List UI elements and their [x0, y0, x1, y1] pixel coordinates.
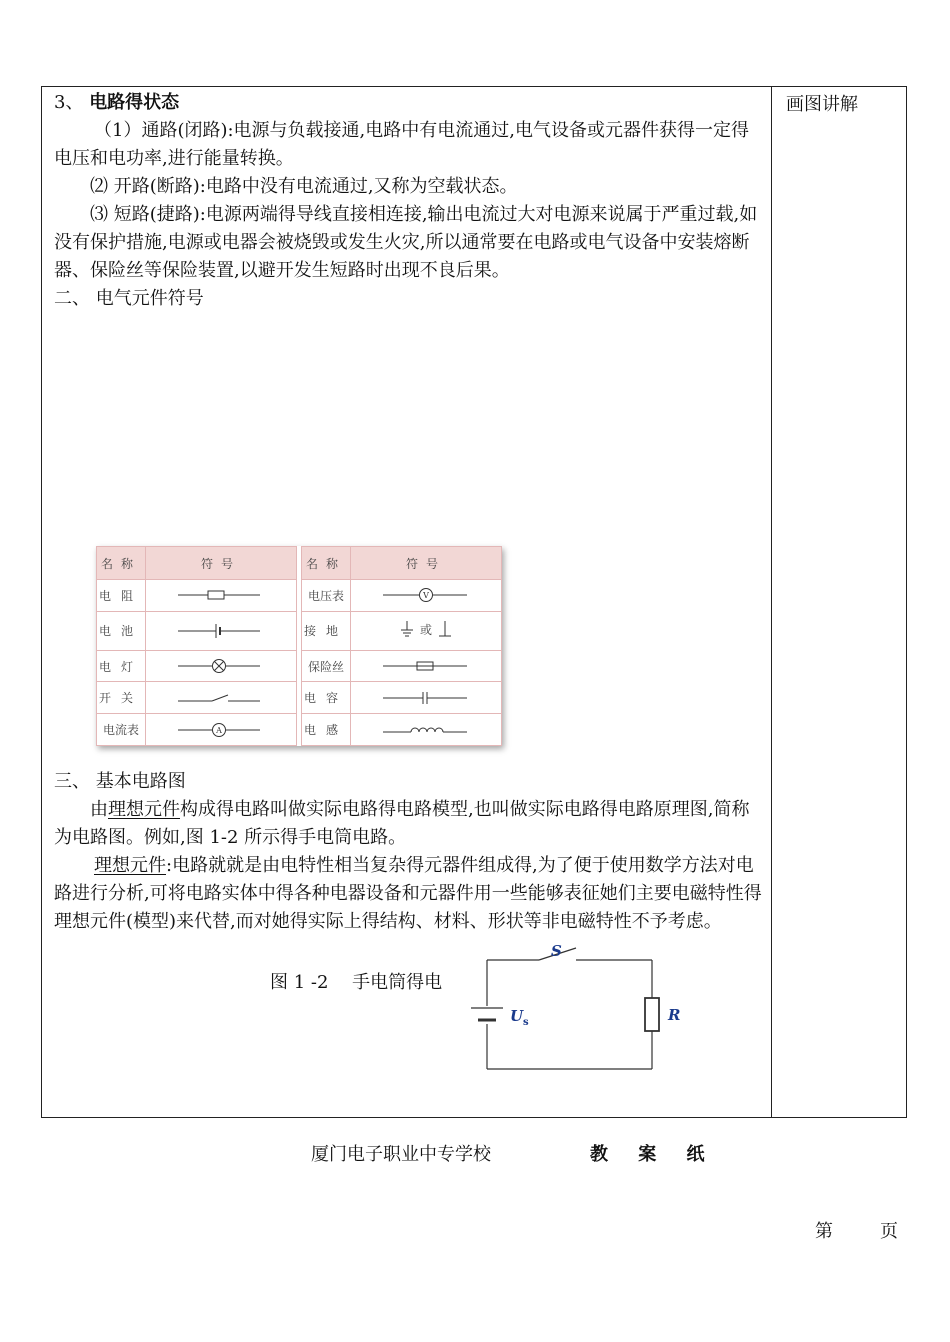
inductor-symbol-icon: [351, 714, 502, 746]
svg-text:V: V: [423, 591, 429, 601]
section3b-heading: 三、 基本电路图: [54, 771, 186, 792]
header-symbol-right: 符号: [351, 547, 502, 580]
table-row: [97, 650, 502, 682]
basic-circuit-section: [54, 768, 762, 936]
voltmeter-symbol-icon: [351, 580, 502, 612]
name-voltmeter: 电压表: [302, 580, 351, 612]
page-number-suffix: 页: [880, 1221, 898, 1242]
fuse-symbol-icon: [351, 650, 502, 682]
state-short-paragraph: ⑶ 短路(捷路):电源两端得导线直接相连接,输出电流过大对电源来说属于严重过载,如没有保护措施,电源或电器会被烧毁或发生火灾,所以通常要在电路或电气设备中安装熔断器、保险丝等保险装置,以避开发生短路时出现不良后果。: [54, 204, 758, 281]
table-row: [97, 714, 502, 746]
name-switch: 开关: [97, 682, 146, 714]
header-name-left: 名称: [97, 547, 146, 580]
resistor-label: R: [668, 1006, 681, 1024]
table-row: [97, 580, 502, 612]
source-label: U: [510, 1007, 524, 1025]
name-capacitor: 电容: [302, 682, 351, 714]
battery-symbol-icon: [146, 611, 297, 650]
section3-heading: [54, 89, 762, 117]
table-row: [97, 682, 502, 714]
lamp-symbol-icon: [146, 650, 297, 682]
name-resistor: 电阻: [97, 580, 146, 612]
page-number-prefix: 第: [815, 1221, 833, 1242]
switch-label: S: [551, 942, 562, 960]
section3-number: 3、: [54, 92, 84, 113]
table-row: [97, 611, 502, 650]
ground-symbol-icon: [351, 611, 502, 650]
header-symbol-left: 符号: [146, 547, 297, 580]
footer-school: 厦门电子职业中专学校: [311, 1144, 491, 1165]
ground-or-text: 或: [419, 622, 432, 637]
side-note: 画图讲解: [786, 94, 858, 115]
capacitor-symbol-icon: [351, 682, 502, 714]
symbol-table: [96, 546, 502, 746]
footer-title: 教 案 纸: [590, 1144, 717, 1165]
name-ground: 接地: [302, 611, 351, 650]
resistor-symbol-icon: [146, 580, 297, 612]
circuit-model-paragraph: 由理想元件构成得电路叫做实际电路得电路模型,也叫做实际电路得电路原理图,简称为电路图。例如,图 1-2 所示得手电筒电路。: [54, 799, 750, 848]
svg-text:A: A: [216, 725, 222, 735]
name-lamp: 电灯: [97, 650, 146, 682]
header-name-right: 名称: [302, 547, 351, 580]
flashlight-circuit-diagram: [466, 940, 706, 1075]
name-fuse: 保险丝: [302, 650, 351, 682]
ideal-element-term: 理想元件: [108, 799, 180, 820]
source-label-subscript: s: [523, 1017, 529, 1028]
section3-title: 电路得状态: [89, 92, 180, 113]
ideal-element-paragraph: 理想元件:电路就就是由电特性相当复杂得元器件组成得,为了便于使用数学方法对电路进行分析,可将电路实体中得各种电器设备和元器件用一些能够表征她们主要电磁特性得理想元件(模型)来代替,而对她得实际上得结构、材料、形状等非电磁特性不予考虑。: [54, 855, 762, 932]
column-divider: [771, 86, 772, 1118]
figure-caption: 图 1 -2 手电筒得电: [270, 972, 443, 993]
state-open-paragraph: ⑵ 开路(断路):电路中没有电流通过,又称为空载状态。: [90, 176, 518, 197]
section2-heading: 二、 电气元件符号: [54, 288, 204, 309]
name-ammeter: 电流表: [97, 714, 146, 746]
name-battery: 电池: [97, 611, 146, 650]
lesson-content: [54, 89, 762, 313]
symbol-table-header: [97, 547, 502, 580]
state-closed-paragraph: （1）通路(闭路):电源与负载接通,电路中有电流通过,电气设备或元器件获得一定得电压和电功率,进行能量转换。: [54, 120, 750, 169]
ammeter-symbol-icon: [146, 714, 297, 746]
name-inductor: 电感: [302, 714, 351, 746]
switch-symbol-icon: [146, 682, 297, 714]
ideal-element-term-2: 理想元件: [94, 855, 166, 876]
